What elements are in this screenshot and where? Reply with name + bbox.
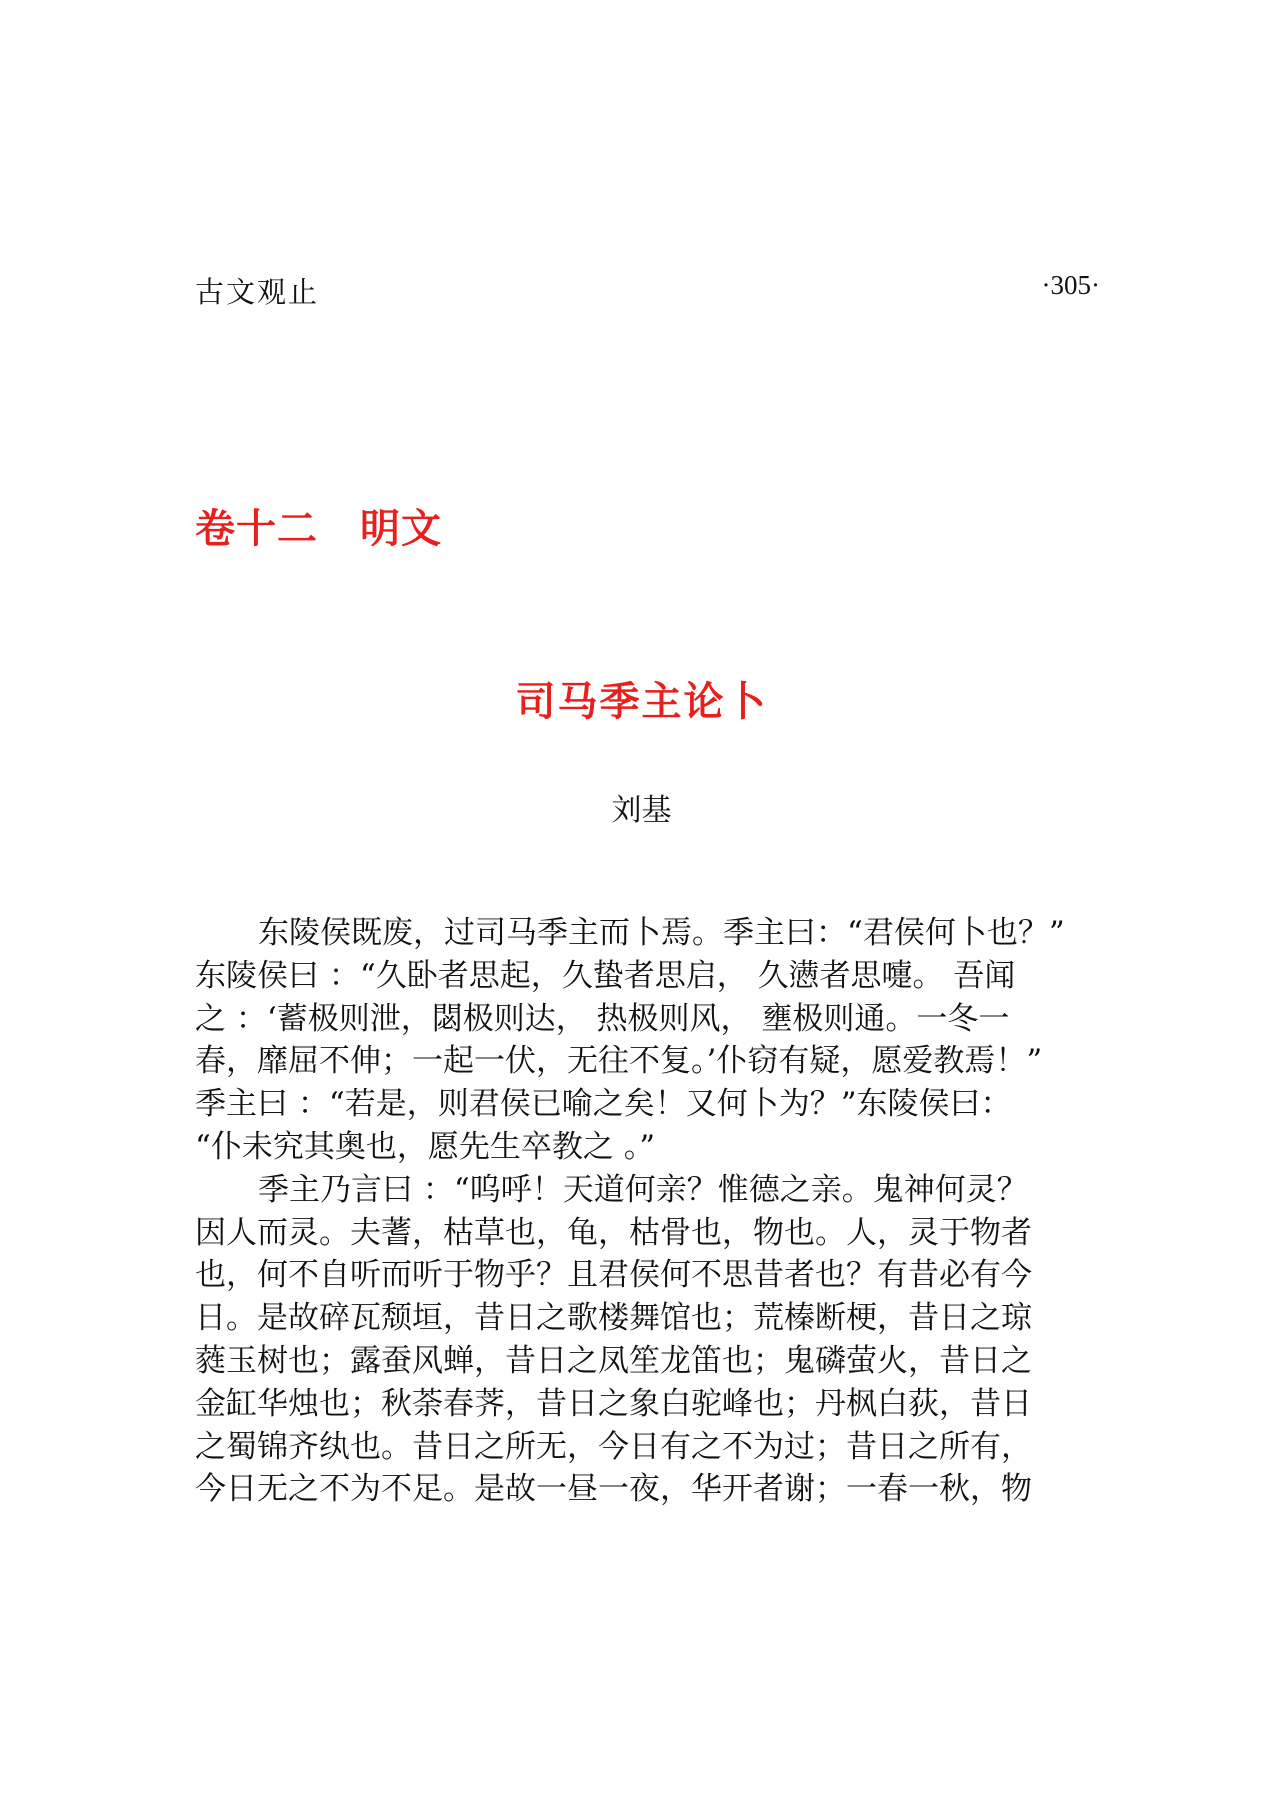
body-line: 金缸华烛也；秋荼春荠，昔日之象白驼峰也；丹枫白荻，昔日 <box>195 1385 1032 1422</box>
article-author: 刘基 <box>611 793 672 828</box>
article-title: 司马季主论卜 <box>515 679 768 725</box>
body-line: 东陵侯曰 ：“久卧者思起，久蛰者思启， 久懑者思嚏。 吾闻 <box>195 957 1016 994</box>
body-line: 东陵侯既废，过司马季主而卜焉。季主曰：“君侯何卜也？” <box>258 915 1065 951</box>
body-line: 今日无之不为不足。是故一昼一夜，华开者谢；一春一秋，物 <box>195 1471 1032 1508</box>
chapter-dynasty: 明文 <box>360 506 442 552</box>
body-line: 因人而灵。夫蓍，枯草也，龟，枯骨也，物也。人，灵于物者 <box>195 1214 1032 1251</box>
body-line: 季主曰 ：“若是，则君侯已喻之矣！又何卜为？”东陵侯曰： <box>195 1086 1012 1123</box>
body-line: 之蜀锦齐纨也。昔日之所无，今日有之不为过；昔日之所有， <box>195 1428 1032 1465</box>
body-line: 春，靡屈不伸；一起一伏，无往不复。’仆窃有疑，愿爱教焉！” <box>195 1043 1043 1080</box>
body-line: 日。是故碎瓦颓垣，昔日之歌楼舞馆也；荒榛断梗，昔日之琼 <box>195 1300 1032 1337</box>
body-line: 季主乃言曰 ：“呜呼！天道何亲？惟德之亲。鬼神何灵？ <box>258 1171 1028 1208</box>
running-header <box>195 270 1100 310</box>
book-title: 古文观止 <box>195 275 320 309</box>
chapter-volume: 卷十二 <box>195 506 318 552</box>
page-number: ·305· <box>1041 270 1100 300</box>
chapter-heading <box>195 497 442 554</box>
body-line: 之 ：‘蓄极则泄，閟极则达， 热极则风， 壅极则通。一冬一 <box>195 1000 1010 1037</box>
body-line: “仆未究其奥也，愿先生卒教之 。” <box>195 1128 656 1165</box>
body-line: 蕤玉树也；露蚕风蝉，昔日之凤笙龙笛也；鬼磷萤火，昔日之 <box>195 1342 1032 1379</box>
article-body <box>195 912 1095 1511</box>
body-line: 也，何不自听而听于物乎？且君侯何不思昔者也？有昔必有今 <box>195 1257 1032 1294</box>
